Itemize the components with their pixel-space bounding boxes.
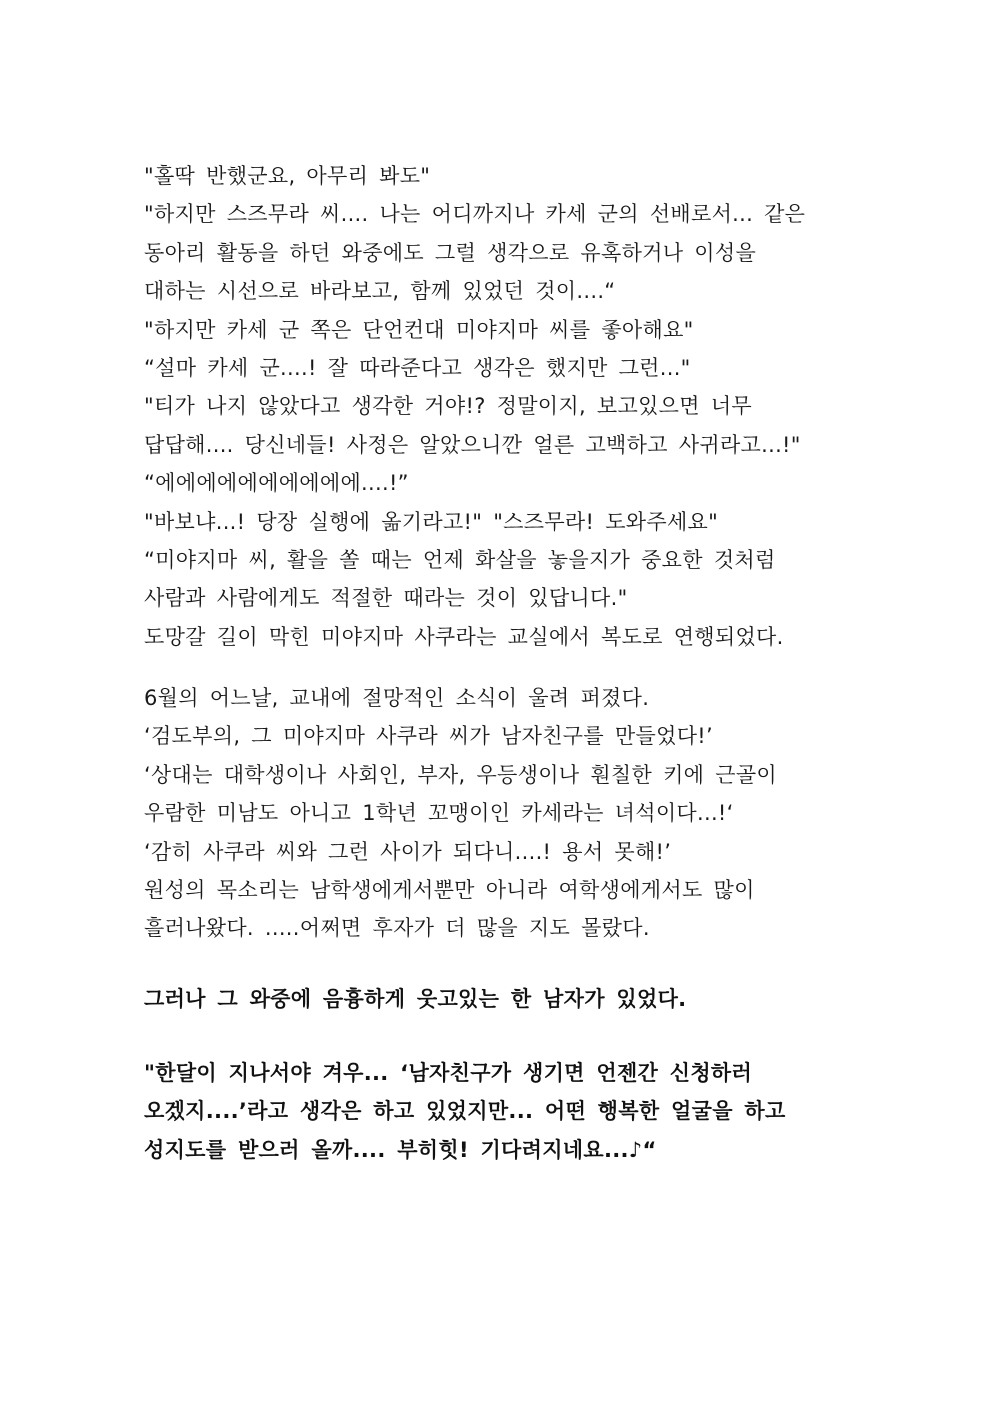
text-line: “에에에에에에에에에에....!”	[144, 471, 409, 496]
text-line: “미야지마 씨, 활을 쏠 때는 언제 화살을 놓을지가 중요한 것처럼	[144, 547, 776, 572]
text-line: 대하는 시선으로 바라보고, 함께 있었던 것이....“	[144, 279, 616, 304]
text-line: 원성의 목소리는 남학생에게서뿐만 아니라 여학생에게서도 많이	[144, 877, 755, 902]
text-line: 흘러나왔다. .....어쩌면 후자가 더 많을 지도 몰랐다.	[144, 916, 650, 941]
text-line: 6월의 어느날, 교내에 절망적인 소식이 울려 퍼졌다.	[144, 686, 650, 710]
text-line: "하지만 카세 군 쪽은 단언컨대 미야지마 씨를 좋아해요"	[144, 317, 694, 342]
text-line: 오겠지....’라고 생각은 하고 있었지만... 어떤 행복한 얼굴을 하고	[144, 1099, 786, 1124]
bold-narration-line	[144, 980, 864, 1018]
text-line: "하지만 스즈무라 씨.... 나는 어디까지나 카세 군의 선배로서... 같은	[144, 202, 806, 227]
text-line: 우람한 미남도 아니고 1학년 꼬맹이인 카세라는 녀석이다...!‘	[144, 801, 734, 826]
text-line: "홀딱 반했군요, 아무리 봐도"	[144, 164, 431, 188]
dialogue-block-1	[144, 157, 864, 656]
text-line: 그러나 그 와중에 음흉하게 웃고있는 한 남자가 있었다.	[144, 987, 687, 1011]
text-line: ‘감히 사쿠라 씨와 그런 사이가 되다니....! 용서 못해!’	[144, 839, 672, 864]
text-line: ‘상대는 대학생이나 사회인, 부자, 우등생이나 훤칠한 키에 근골이	[144, 762, 777, 787]
text-line: 도망갈 길이 막힌 미야지마 사쿠라는 교실에서 복도로 연행되었다.	[144, 624, 784, 649]
text-line: 동아리 활동을 하던 와중에도 그럴 생각으로 유혹하거나 이성을	[144, 240, 757, 265]
text-line: 사람과 사람에게도 적절한 때라는 것이 있답니다."	[144, 586, 628, 611]
text-line: "바보냐...! 당장 실행에 옮기라고!" "스즈무라! 도와주세요"	[144, 509, 719, 534]
text-line: 답답해.... 당신네들! 사정은 알았으니깐 얼른 고백하고 사귀라고...!"	[144, 432, 801, 457]
text-line: “설마 카세 군....! 잘 따라준다고 생각은 했지만 그런..."	[144, 355, 691, 380]
bold-dialogue-block	[144, 1054, 864, 1169]
text-line: "티가 나지 않았다고 생각한 거야!? 정말이지, 보고있으면 너무	[144, 394, 752, 419]
text-line: 성지도를 받으러 올까.... 부히힛! 기다려지네요...♪“	[144, 1137, 657, 1162]
text-line: ‘검도부의, 그 미야지마 사쿠라 씨가 남자친구를 만들었다!’	[144, 724, 713, 749]
text-line: "한달이 지나서야 겨우... ‘남자친구가 생기면 언젠간 신청하러	[144, 1061, 753, 1085]
narration-block	[144, 679, 864, 948]
